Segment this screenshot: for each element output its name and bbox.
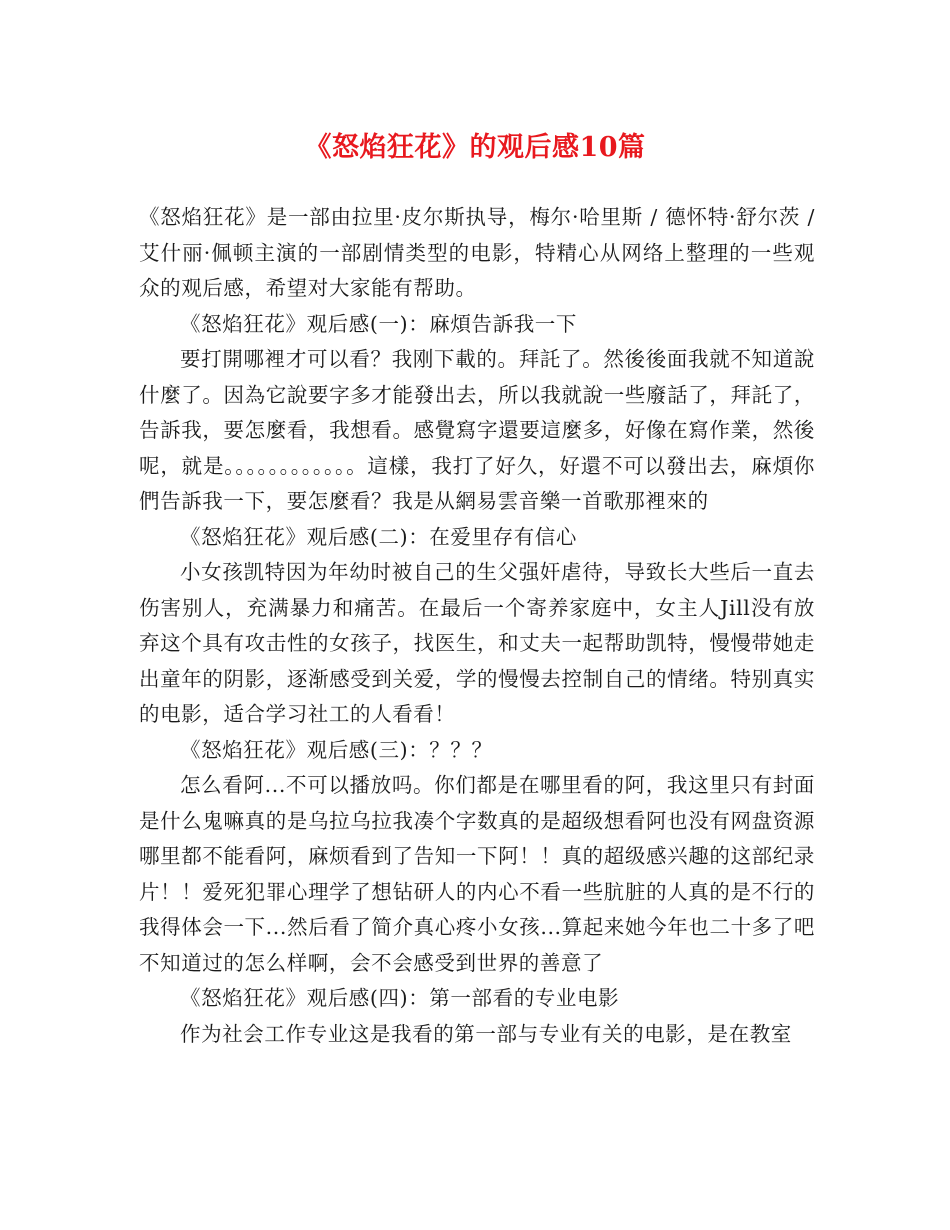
section-heading-1: 《怒焰狂花》观后感(一)：麻煩告訴我一下 <box>180 311 577 336</box>
section-heading-2: 《怒焰狂花》观后感(二)：在爱里存有信心 <box>180 524 577 549</box>
document-title: 《怒焰狂花》的观后感10篇 <box>304 132 646 163</box>
section-body-3: 怎么看阿...不可以播放吗。你们都是在哪里看的阿，我这里只有封面是什么鬼嘛真的是乌拉乌拉我凑个字数真的是超级想看阿也没有网盘资源哪里都不能看阿，麻烦看到了告知一下阿！！真的超级感兴趣的这部纪录片！！爱死犯罪心理学了想钻研人的内心不看一些肮脏的人真的是不行的我得体会一下...然后看了简介真心疼小女孩...算起来她今年也二十多了吧不知道过的怎么样啊，会不会感受到世界的善意了 <box>139 773 815 975</box>
section-body-2: 小女孩凯特因为年幼时被自己的生父强奸虐待，导致长大些后一直去伤害别人，充满暴力和痛苦。在最后一个寄养家庭中，女主人Jill没有放弃这个具有攻击性的女孩子，找医生，和丈夫一起帮助凯特，慢慢带她走出童年的阴影，逐渐感受到关爱，学的慢慢去控制自己的情绪。特别真实的电影，适合学习社工的人看看！ <box>139 560 815 726</box>
section-heading-4: 《怒焰狂花》观后感(四)：第一部看的专业电影 <box>180 986 620 1010</box>
section-heading-3: 《怒焰狂花》观后感(三)：？？？ <box>180 737 493 762</box>
section-body-1: 要打開哪裡才可以看？我刚下載的。拜託了。然後後面我就不知道說什麼了。因為它說要字多才能發出去，所以我就說一些廢話了，拜託了，告訴我，要怎麼看，我想看。感覺寫字還要這麼多，好像在寫作業，然後呢，就是。。。。。。。。。。。。這樣，我打了好久，好還不可以發出去，麻煩你們告訴我一下，要怎麼看？我是从網易雲音樂一首歌那裡來的 <box>139 347 815 513</box>
section-body-4: 作为社会工作专业这是我看的第一部与专业有关的电影，是在教室 <box>180 1021 792 1046</box>
document-body <box>139 200 815 1052</box>
intro-paragraph: 《怒焰狂花》是一部由拉里·皮尔斯执导，梅尔·哈里斯 / 德怀特·舒尔茨 / 艾什丽·佩顿主演的一部剧情类型的电影，特精心从网络上整理的一些观众的观后感，希望对大家能有帮助。 <box>139 205 815 300</box>
